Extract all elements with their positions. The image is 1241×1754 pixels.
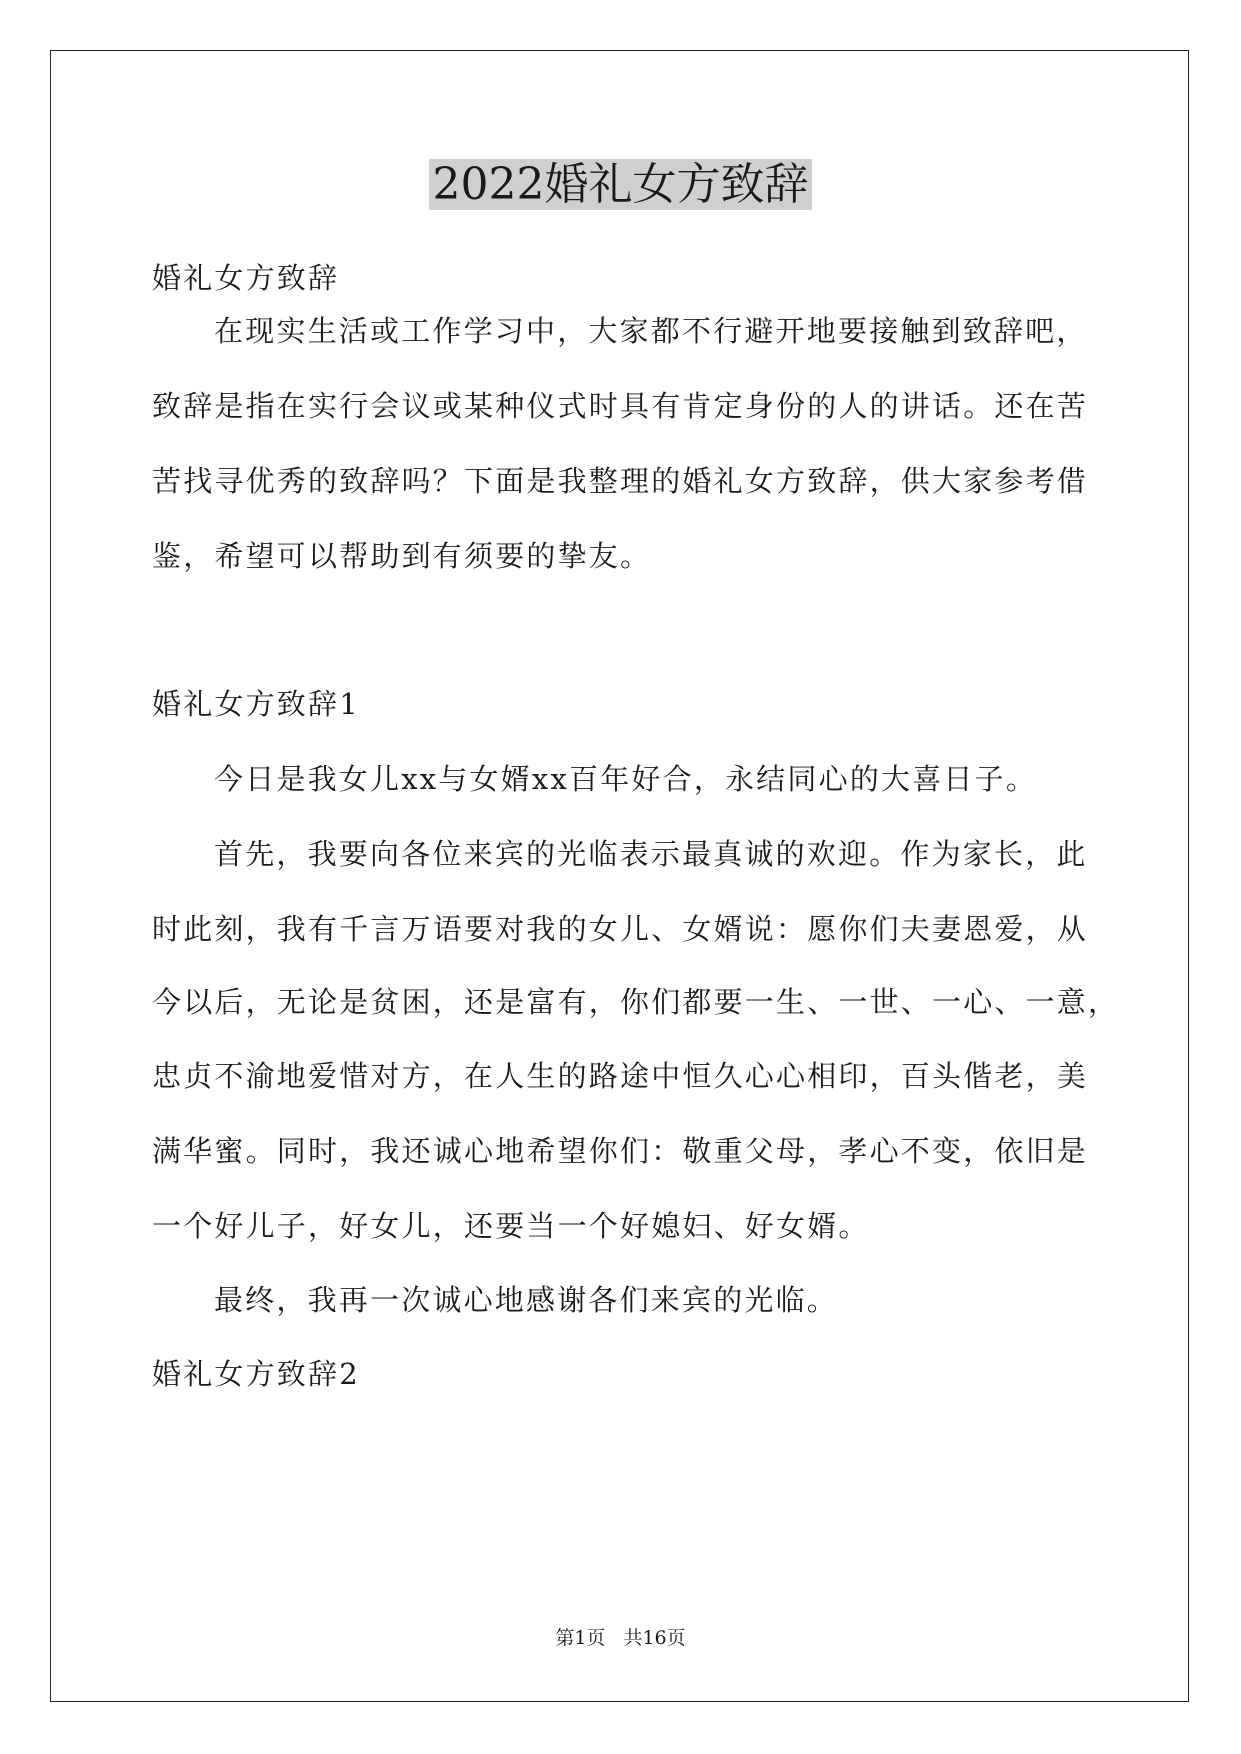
paragraph-line: 时此刻，我有千言万语要对我的女儿、女婿说：愿你们夫妻恩爱，从 — [152, 912, 1089, 946]
page-footer — [0, 1626, 1241, 1650]
paragraph-line: 最终，我再一次诚心地感谢各们来宾的光临。 — [214, 1283, 839, 1317]
document-title: 2022婚礼女方致辞 — [429, 159, 813, 210]
paragraph-line: 一个好儿子，好女儿，还要当一个好媳妇、好女婿。 — [152, 1209, 870, 1243]
paragraph-line: 在现实生活或工作学习中，大家都不行避开地要接触到致辞吧， — [214, 314, 1088, 348]
document-title-block — [0, 155, 1241, 215]
paragraph-line: 苦找寻优秀的致辞吗？下面是我整理的婚礼女方致辞，供大家参考借 — [152, 464, 1089, 498]
paragraph-line: 满华蜜。同时，我还诚心地希望你们：敬重父母，孝心不变，依旧是 — [152, 1134, 1089, 1168]
paragraph-line: 致辞是指在实行会议或某种仪式时具有肯定身份的人的讲话。还在苦 — [152, 389, 1089, 423]
page-number: 第1页 — [555, 1627, 606, 1649]
paragraph-line: 今以后，无论是贫困，还是富有，你们都要一生、一世、一心、一意， — [152, 985, 1120, 1019]
page-total: 共16页 — [623, 1627, 686, 1649]
paragraph-line: 首先，我要向各位来宾的光临表示最真诚的欢迎。作为家长，此 — [214, 837, 1088, 871]
paragraph-line: 今日是我女儿xx与女婿xx百年好合，永结同心的大喜日子。 — [214, 762, 1038, 796]
paragraph-line: 鉴，希望可以帮助到有须要的挚友。 — [152, 539, 652, 573]
paragraph-line: 忠贞不渝地爱惜对方，在人生的路途中恒久心心相印，百头偕老，美 — [152, 1059, 1089, 1093]
section-heading: 婚礼女方致辞1 — [152, 687, 360, 721]
section-heading: 婚礼女方致辞 — [152, 261, 340, 295]
section-heading: 婚礼女方致辞2 — [152, 1357, 360, 1391]
